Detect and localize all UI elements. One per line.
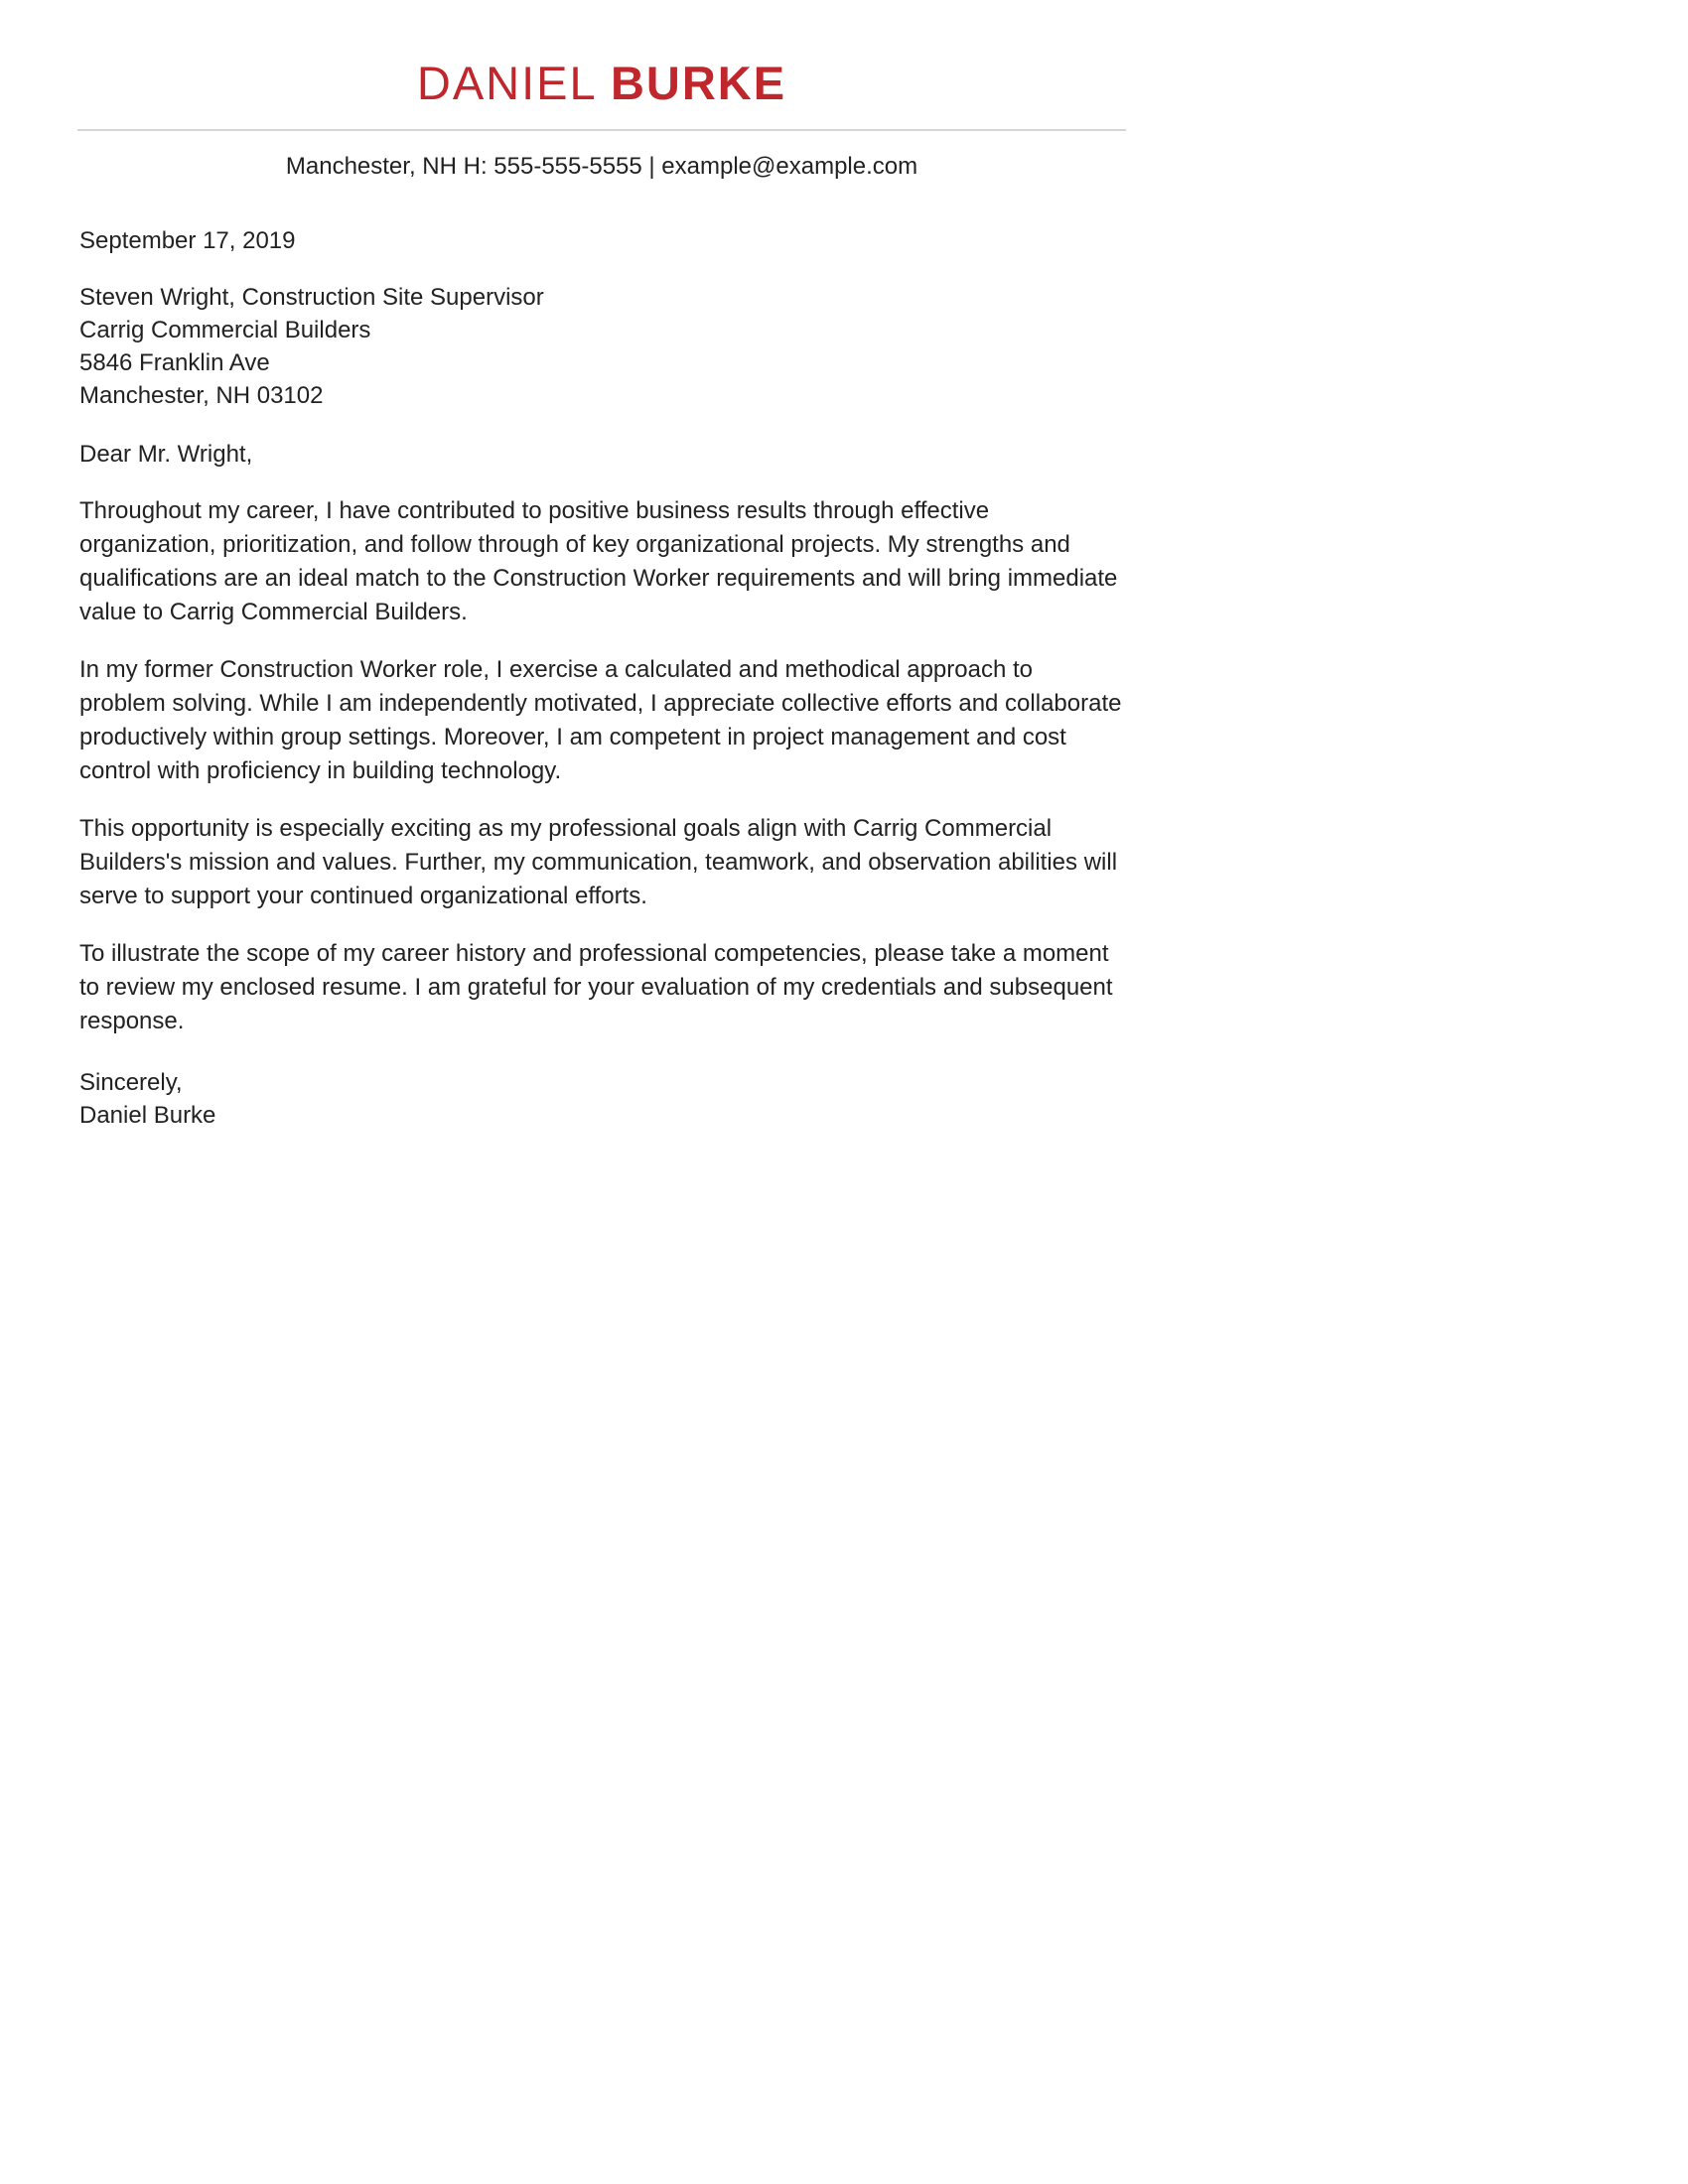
closing-phrase: Sincerely,: [79, 1068, 183, 1096]
recipient-line: Manchester, NH 03102: [79, 381, 324, 409]
cover-letter-page: [0, 0, 1203, 1132]
letter-date: September 17, 2019: [79, 226, 296, 254]
letter-paragraph: To illustrate the scope of my career history and professional competencies, please take a moment to review my enclosed resume. I am grateful for your evaluation of my credentials and subsequent response.: [79, 939, 1113, 1034]
letter-paragraph: In my former Construction Worker role, I exercise a calculated and methodical approach to problem solving. While I am independently motivated, I appreciate collective efforts and collaborate productively within group settings. Moreover, I am competent in project management and cost control with proficiency in building technology.: [79, 655, 1122, 784]
letter-header: [79, 0, 1124, 181]
applicant-name: [79, 58, 1124, 109]
header-divider: [77, 129, 1126, 131]
applicant-last-name: BURKE: [610, 57, 787, 109]
contact-line: Manchester, NH H: 555-555-5555 | example@example.com: [285, 152, 918, 180]
salutation: Dear Mr. Wright,: [79, 440, 253, 468]
recipient-line: Carrig Commercial Builders: [79, 316, 371, 343]
recipient-block: [79, 281, 1124, 412]
letter-paragraph: Throughout my career, I have contributed to positive business results through effective organization, prioritization, and follow through of key organizational projects. My strengths and qualifications are an ideal match to the Construction Worker requirements and will bring immediate value to Carrig Commercial Builders.: [79, 496, 1118, 625]
signature-name: Daniel Burke: [79, 1101, 216, 1129]
closing-block: [79, 1066, 1124, 1132]
recipient-line: Steven Wright, Construction Site Supervisor: [79, 283, 544, 311]
letter-paragraph: This opportunity is especially exciting as my professional goals align with Carrig Commercial Builders's mission and values. Further, my communication, teamwork, and observation abilities will serve to support your continued organizational efforts.: [79, 814, 1118, 909]
recipient-line: 5846 Franklin Ave: [79, 348, 270, 376]
applicant-first-name: DANIEL: [416, 57, 596, 109]
letter-body: [79, 224, 1124, 1132]
